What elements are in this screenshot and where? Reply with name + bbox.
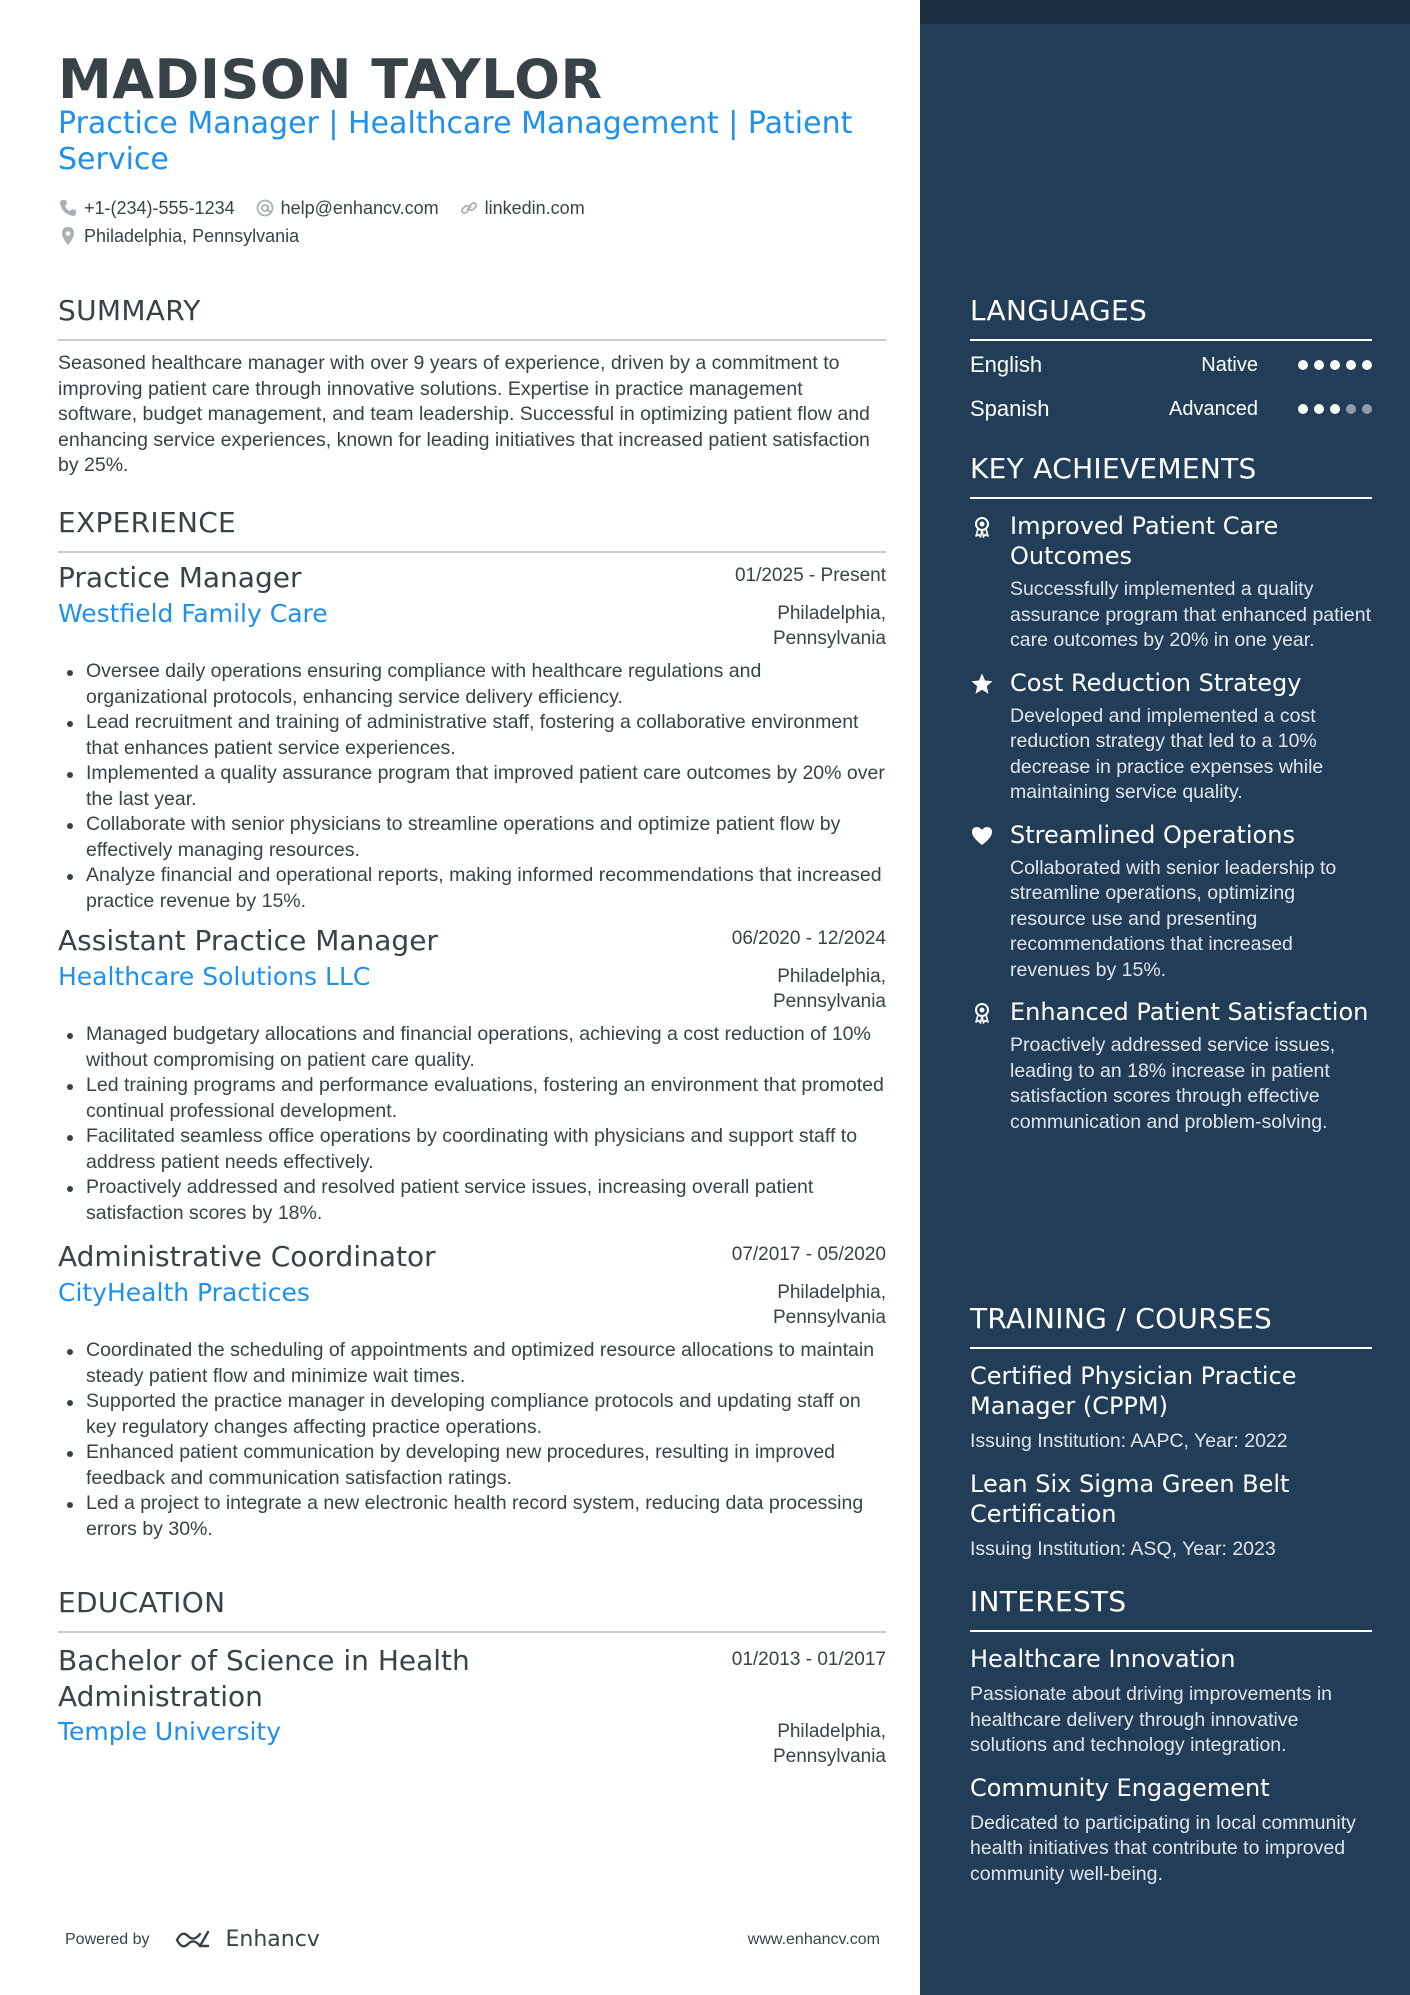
achievement-title: Cost Reduction Strategy [1010, 668, 1302, 697]
job-city: Philadelphia, [777, 603, 886, 624]
achievement-desc: Developed and implemented a cost reduction strategy that led to a 10% decrease in practice expenses while maintaining service quality. [1010, 704, 1324, 803]
job-bullets [58, 1338, 886, 1542]
powered-by [65, 1927, 320, 1952]
education-section [58, 1586, 886, 1769]
achievement-title: Streamlined Operations [1010, 820, 1295, 849]
rating-dot [1346, 360, 1356, 370]
job-location [773, 601, 886, 651]
job-state: Pennsylvania [772, 628, 886, 649]
rating-dot [1346, 404, 1356, 414]
rating-dot [1362, 360, 1372, 370]
enhancv-brand-text: Enhancv [225, 1927, 320, 1952]
language-row [970, 343, 1372, 387]
bullet-item: Coordinated the scheduling of appointments and optimized resource allocations to maintain steady patient flow and minimize wait times. [58, 1338, 886, 1389]
heart-icon [970, 824, 994, 848]
candidate-name: MADISON TAYLOR [58, 48, 603, 111]
bullet-item: Facilitated seamless office operations by coordinating with physicians and support staff to address patient needs effectively. [58, 1124, 886, 1175]
bullet-item: Led training programs and performance evaluations, fostering an environment that promoted continual professional development. [58, 1073, 886, 1124]
job-bullets [58, 1022, 886, 1226]
achievement-item [970, 668, 1372, 806]
bullet-item: Supported the practice manager in developing compliance protocols and updating staff on key regulatory changes affecting practice operations. [58, 1389, 886, 1440]
interests-heading: INTERESTS [970, 1585, 1372, 1632]
language-rating [1292, 360, 1372, 370]
location-contact [58, 226, 299, 247]
school-name[interactable]: Temple University [58, 1717, 282, 1746]
course-title: Certified Physician Practice Manager (CPPM) [970, 1362, 1297, 1420]
language-rating [1292, 404, 1372, 414]
job-role: Practice Manager [58, 561, 302, 594]
at-icon [255, 198, 275, 218]
email-contact[interactable] [255, 198, 439, 219]
bullet-item: Implemented a quality assurance program that improved patient care outcomes by 20% over the last year. [58, 761, 886, 812]
job-bullets [58, 659, 886, 914]
achievement-item [970, 997, 1372, 1135]
training-section [970, 1302, 1372, 1562]
sidebar-top-bar [920, 0, 1410, 24]
job-role: Administrative Coordinator [58, 1240, 436, 1273]
achievements-heading: KEY ACHIEVEMENTS [970, 452, 1372, 499]
link-icon [459, 198, 479, 218]
experience-section [58, 506, 886, 1542]
job-dates: 07/2017 - 05/2020 [731, 1244, 886, 1265]
bullet-item: Analyze financial and operational reports, making informed recommendations that increased practice revenue by 15%. [58, 863, 886, 914]
education-heading: EDUCATION [58, 1586, 886, 1633]
job-company[interactable]: Westfield Family Care [58, 599, 328, 628]
training-heading: TRAINING / COURSES [970, 1302, 1372, 1349]
job-role: Assistant Practice Manager [58, 924, 438, 957]
job-location [773, 1280, 886, 1330]
sidebar [920, 0, 1410, 1995]
achievement-desc: Successfully implemented a quality assurance program that enhanced patient care outcomes by 20% in one year. [1010, 578, 1371, 651]
rating-dot [1330, 404, 1340, 414]
languages-section [970, 294, 1372, 431]
linkedin-contact[interactable] [459, 198, 585, 219]
summary-text: Seasoned healthcare manager with over 9 years of experience, driven by a commitment to improving patient care through innovative solutions. Expertise in practice management software, budget management, and team leadership. Successful in optimizing patient flow and enhancing service experiences, known for leading initiatives that increased patient satisfaction by 25%. [58, 352, 870, 476]
summary-section [58, 294, 886, 479]
powered-by-label: Powered by [65, 1930, 150, 1948]
job-location [773, 964, 886, 1014]
achievement-title: Enhanced Patient Satisfaction [1010, 998, 1369, 1026]
bullet-item: Proactively addressed and resolved patient service issues, increasing overall patient satisfaction scores by 18%. [58, 1175, 886, 1226]
phone-contact[interactable] [58, 198, 235, 219]
language-row [970, 387, 1372, 431]
education-dates: 01/2013 - 01/2017 [731, 1649, 886, 1670]
rating-dot [1330, 360, 1340, 370]
job-dates: 06/2020 - 12/2024 [731, 928, 886, 949]
achievement-item [970, 511, 1372, 654]
rating-dot [1314, 404, 1324, 414]
location-text: Philadelphia, Pennsylvania [84, 225, 300, 246]
school-location [773, 1719, 886, 1769]
summary-heading: SUMMARY [58, 294, 886, 341]
school-city: Philadelphia, [777, 1721, 886, 1742]
achievement-title: Improved Patient Care Outcomes [1010, 512, 1279, 570]
job-city: Philadelphia, [777, 966, 886, 987]
course-institution: Issuing Institution: ASQ, Year: 2023 [970, 1537, 1276, 1560]
achievement-desc: Collaborated with senior leadership to streamline operations, optimizing resource use and presenting recommendations that increased revenues by 15%. [1010, 856, 1337, 981]
interest-title: Healthcare Innovation [970, 1645, 1236, 1673]
job-dates: 01/2025 - Present [734, 565, 886, 586]
interest-title: Community Engagement [970, 1773, 1270, 1802]
achievements-section [970, 452, 1372, 1135]
contact-info [58, 194, 605, 250]
job-state: Pennsylvania [772, 1307, 886, 1328]
interest-desc: Passionate about driving improvements in healthcare delivery through innovative solutions and technology integration. [970, 1683, 1333, 1756]
language-name: Spanish [970, 396, 1050, 421]
school-state: Pennsylvania [772, 1746, 886, 1767]
rating-dot [1298, 360, 1308, 370]
experience-heading: EXPERIENCE [58, 506, 886, 553]
enhancv-logo-icon [174, 1928, 222, 1952]
bullet-item: Led a project to integrate a new electronic health record system, reducing data processing errors by 30%. [58, 1491, 886, 1542]
bullet-item: Collaborate with senior physicians to streamline operations and optimize patient flow by effectively managing resources. [58, 812, 886, 863]
interest-desc: Dedicated to participating in local community health initiatives that contribute to improved community well-being. [970, 1811, 1356, 1885]
phone-icon [58, 198, 78, 218]
rating-dot [1314, 360, 1324, 370]
email-text: help@enhancv.com [280, 197, 439, 218]
location-pin-icon [58, 226, 78, 246]
bullet-item: Managed budgetary allocations and financial operations, achieving a cost reduction of 10% without compromising on patient care quality. [58, 1022, 886, 1073]
achievement-desc: Proactively addressed service issues, leading to an 18% increase in patient satisfaction scores through effective communication and problem-solving. [1010, 1034, 1336, 1133]
rating-dot [1298, 404, 1308, 414]
bullet-item: Enhanced patient communication by developing new procedures, resulting in improved feedback and communication satisfaction ratings. [58, 1440, 886, 1491]
footer [65, 1927, 880, 1952]
footer-url[interactable]: www.enhancv.com [747, 1930, 880, 1948]
award-icon [970, 1001, 994, 1025]
language-level: Advanced [1169, 397, 1258, 420]
job-entry [58, 559, 886, 914]
job-state: Pennsylvania [772, 991, 886, 1012]
job-city: Philadelphia, [777, 1282, 886, 1303]
languages-heading: LANGUAGES [970, 294, 1372, 341]
language-level: Native [1201, 353, 1258, 376]
interests-section [970, 1585, 1372, 1887]
phone-text: +1-(234)-555-1234 [84, 197, 235, 218]
bullet-item: Lead recruitment and training of administrative staff, fostering a collaborative environment that enhances patient service experiences. [58, 710, 886, 761]
linkedin-text: linkedin.com [484, 197, 585, 218]
degree-title: Bachelor of Science in Health Administration [58, 1644, 470, 1713]
award-icon [970, 515, 994, 539]
bullet-item: Oversee daily operations ensuring compliance with healthcare regulations and organizational protocols, enhancing service delivery efficiency. [58, 659, 886, 710]
headline: Practice Manager | Healthcare Management | Patient Service [58, 106, 853, 177]
language-name: English [970, 352, 1043, 377]
course-title: Lean Six Sigma Green Belt Certification [970, 1469, 1290, 1528]
job-entry [58, 1238, 886, 1542]
enhancv-logo[interactable] [174, 1927, 320, 1952]
course-institution: Issuing Institution: AAPC, Year: 2022 [970, 1430, 1288, 1452]
job-entry [58, 922, 886, 1226]
rating-dot [1362, 404, 1372, 414]
achievement-item [970, 820, 1372, 984]
job-company[interactable]: Healthcare Solutions LLC [58, 962, 371, 991]
job-company[interactable]: CityHealth Practices [58, 1278, 310, 1307]
star-icon [970, 672, 994, 696]
